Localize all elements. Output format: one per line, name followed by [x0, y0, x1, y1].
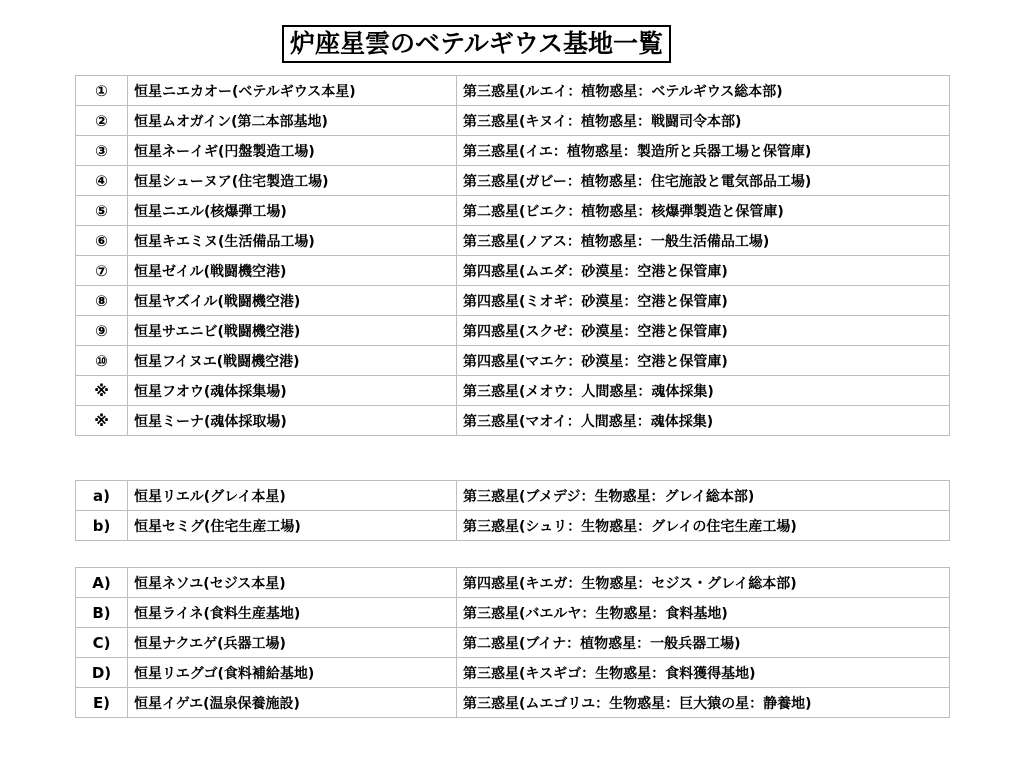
star-name-cell: 恒星ナクエゲ(兵器工場)	[128, 628, 457, 658]
star-name-cell: 恒星キエミヌ(生活備品工場)	[128, 226, 457, 256]
star-name-cell: 恒星ニエル(核爆弾工場)	[128, 196, 457, 226]
row-number: ※	[76, 376, 128, 406]
star-name-cell: 恒星ニエカオー(ベテルギウス本星)	[128, 76, 457, 106]
star-name-cell: 恒星サエニビ(戦闘機空港)	[128, 316, 457, 346]
table-row	[76, 256, 950, 286]
star-name-cell: 恒星ヤズイル(戦闘機空港)	[128, 286, 457, 316]
planet-info-cell: 第四惑星(ムエダ：砂漠星：空港と保管庫)	[457, 256, 950, 286]
row-number: A)	[76, 568, 128, 598]
row-number: E)	[76, 688, 128, 718]
row-number: C)	[76, 628, 128, 658]
row-number: ※	[76, 406, 128, 436]
star-name-cell: 恒星ムオガイン(第二本部基地)	[128, 106, 457, 136]
star-name-cell: 恒星ネーイギ(円盤製造工場)	[128, 136, 457, 166]
row-number: ⑦	[76, 256, 128, 286]
table-row	[76, 688, 950, 718]
planet-info-cell: 第三惑星(ルエイ：植物惑星：ベテルギウス総本部)	[457, 76, 950, 106]
table-row	[76, 136, 950, 166]
planet-info-cell: 第三惑星(ブメデジ：生物惑星：グレイ総本部)	[457, 481, 950, 511]
planet-info-cell: 第三惑星(ノアス：植物惑星：一般生活備品工場)	[457, 226, 950, 256]
star-name-cell: 恒星リエル(グレイ本星)	[128, 481, 457, 511]
star-name-cell: 恒星ネソユ(セジス本星)	[128, 568, 457, 598]
table-row	[76, 481, 950, 511]
star-name-cell: 恒星リエグゴ(食料補給基地)	[128, 658, 457, 688]
row-number: D)	[76, 658, 128, 688]
table-row	[76, 658, 950, 688]
planet-info-cell: 第四惑星(ミオギ：砂漠星：空港と保管庫)	[457, 286, 950, 316]
table-row	[76, 568, 950, 598]
planet-info-cell: 第三惑星(バエルヤ：生物惑星：食料基地)	[457, 598, 950, 628]
row-number: ⑩	[76, 346, 128, 376]
star-name-cell: 恒星ライネ(食料生産基地)	[128, 598, 457, 628]
row-number: ①	[76, 76, 128, 106]
planet-info-cell: 第二惑星(ビエク：植物惑星：核爆弾製造と保管庫)	[457, 196, 950, 226]
planet-info-cell: 第四惑星(スクゼ：砂漠星：空港と保管庫)	[457, 316, 950, 346]
star-name-cell: 恒星イゲエ(温泉保養施設)	[128, 688, 457, 718]
planet-info-cell: 第二惑星(ブイナ：植物惑星：一般兵器工場)	[457, 628, 950, 658]
table-row	[76, 166, 950, 196]
row-number: ⑤	[76, 196, 128, 226]
planet-info-cell: 第三惑星(イエ：植物惑星：製造所と兵器工場と保管庫)	[457, 136, 950, 166]
row-number: ⑧	[76, 286, 128, 316]
star-name-cell: 恒星フイヌエ(戦闘機空港)	[128, 346, 457, 376]
planet-info-cell: 第三惑星(ガビー：植物惑星：住宅施設と電気部品工場)	[457, 166, 950, 196]
planet-info-cell: 第三惑星(マオイ：人間惑星：魂体採集)	[457, 406, 950, 436]
table-row	[76, 226, 950, 256]
page-title: 炉座星雲のベテルギウス基地一覧	[282, 25, 671, 63]
star-name-cell: 恒星フオウ(魂体採集場)	[128, 376, 457, 406]
planet-info-cell: 第三惑星(ムエゴリユ：生物惑星：巨大猿の星：静養地)	[457, 688, 950, 718]
table-row	[76, 628, 950, 658]
star-name-cell: 恒星ゼイル(戦闘機空港)	[128, 256, 457, 286]
table-row	[76, 346, 950, 376]
row-number: a)	[76, 481, 128, 511]
planet-info-cell: 第三惑星(キスギゴ：生物惑星：食料獲得基地)	[457, 658, 950, 688]
table-row	[76, 76, 950, 106]
row-number: ②	[76, 106, 128, 136]
table-row	[76, 286, 950, 316]
sejis-base-table	[75, 567, 950, 718]
row-number: ⑥	[76, 226, 128, 256]
row-number: ④	[76, 166, 128, 196]
planet-info-cell: 第三惑星(シュリ：生物惑星：グレイの住宅生産工場)	[457, 511, 950, 541]
table-row	[76, 316, 950, 346]
star-name-cell: 恒星シューヌア(住宅製造工場)	[128, 166, 457, 196]
table-row	[76, 376, 950, 406]
table-row	[76, 106, 950, 136]
table-row	[76, 511, 950, 541]
table-row	[76, 196, 950, 226]
star-name-cell: 恒星ミーナ(魂体採取場)	[128, 406, 457, 436]
planet-info-cell: 第四惑星(マエケ：砂漠星：空港と保管庫)	[457, 346, 950, 376]
planet-info-cell: 第三惑星(メオウ：人間惑星：魂体採集)	[457, 376, 950, 406]
table-row	[76, 598, 950, 628]
star-name-cell: 恒星セミグ(住宅生産工場)	[128, 511, 457, 541]
row-number: ⑨	[76, 316, 128, 346]
planet-info-cell: 第四惑星(キエガ：生物惑星：セジス・グレイ総本部)	[457, 568, 950, 598]
table-row	[76, 406, 950, 436]
betelgeuse-base-table	[75, 75, 950, 436]
row-number: B)	[76, 598, 128, 628]
grey-base-table	[75, 480, 950, 541]
row-number: b)	[76, 511, 128, 541]
row-number: ③	[76, 136, 128, 166]
planet-info-cell: 第三惑星(キヌイ：植物惑星：戦闘司令本部)	[457, 106, 950, 136]
